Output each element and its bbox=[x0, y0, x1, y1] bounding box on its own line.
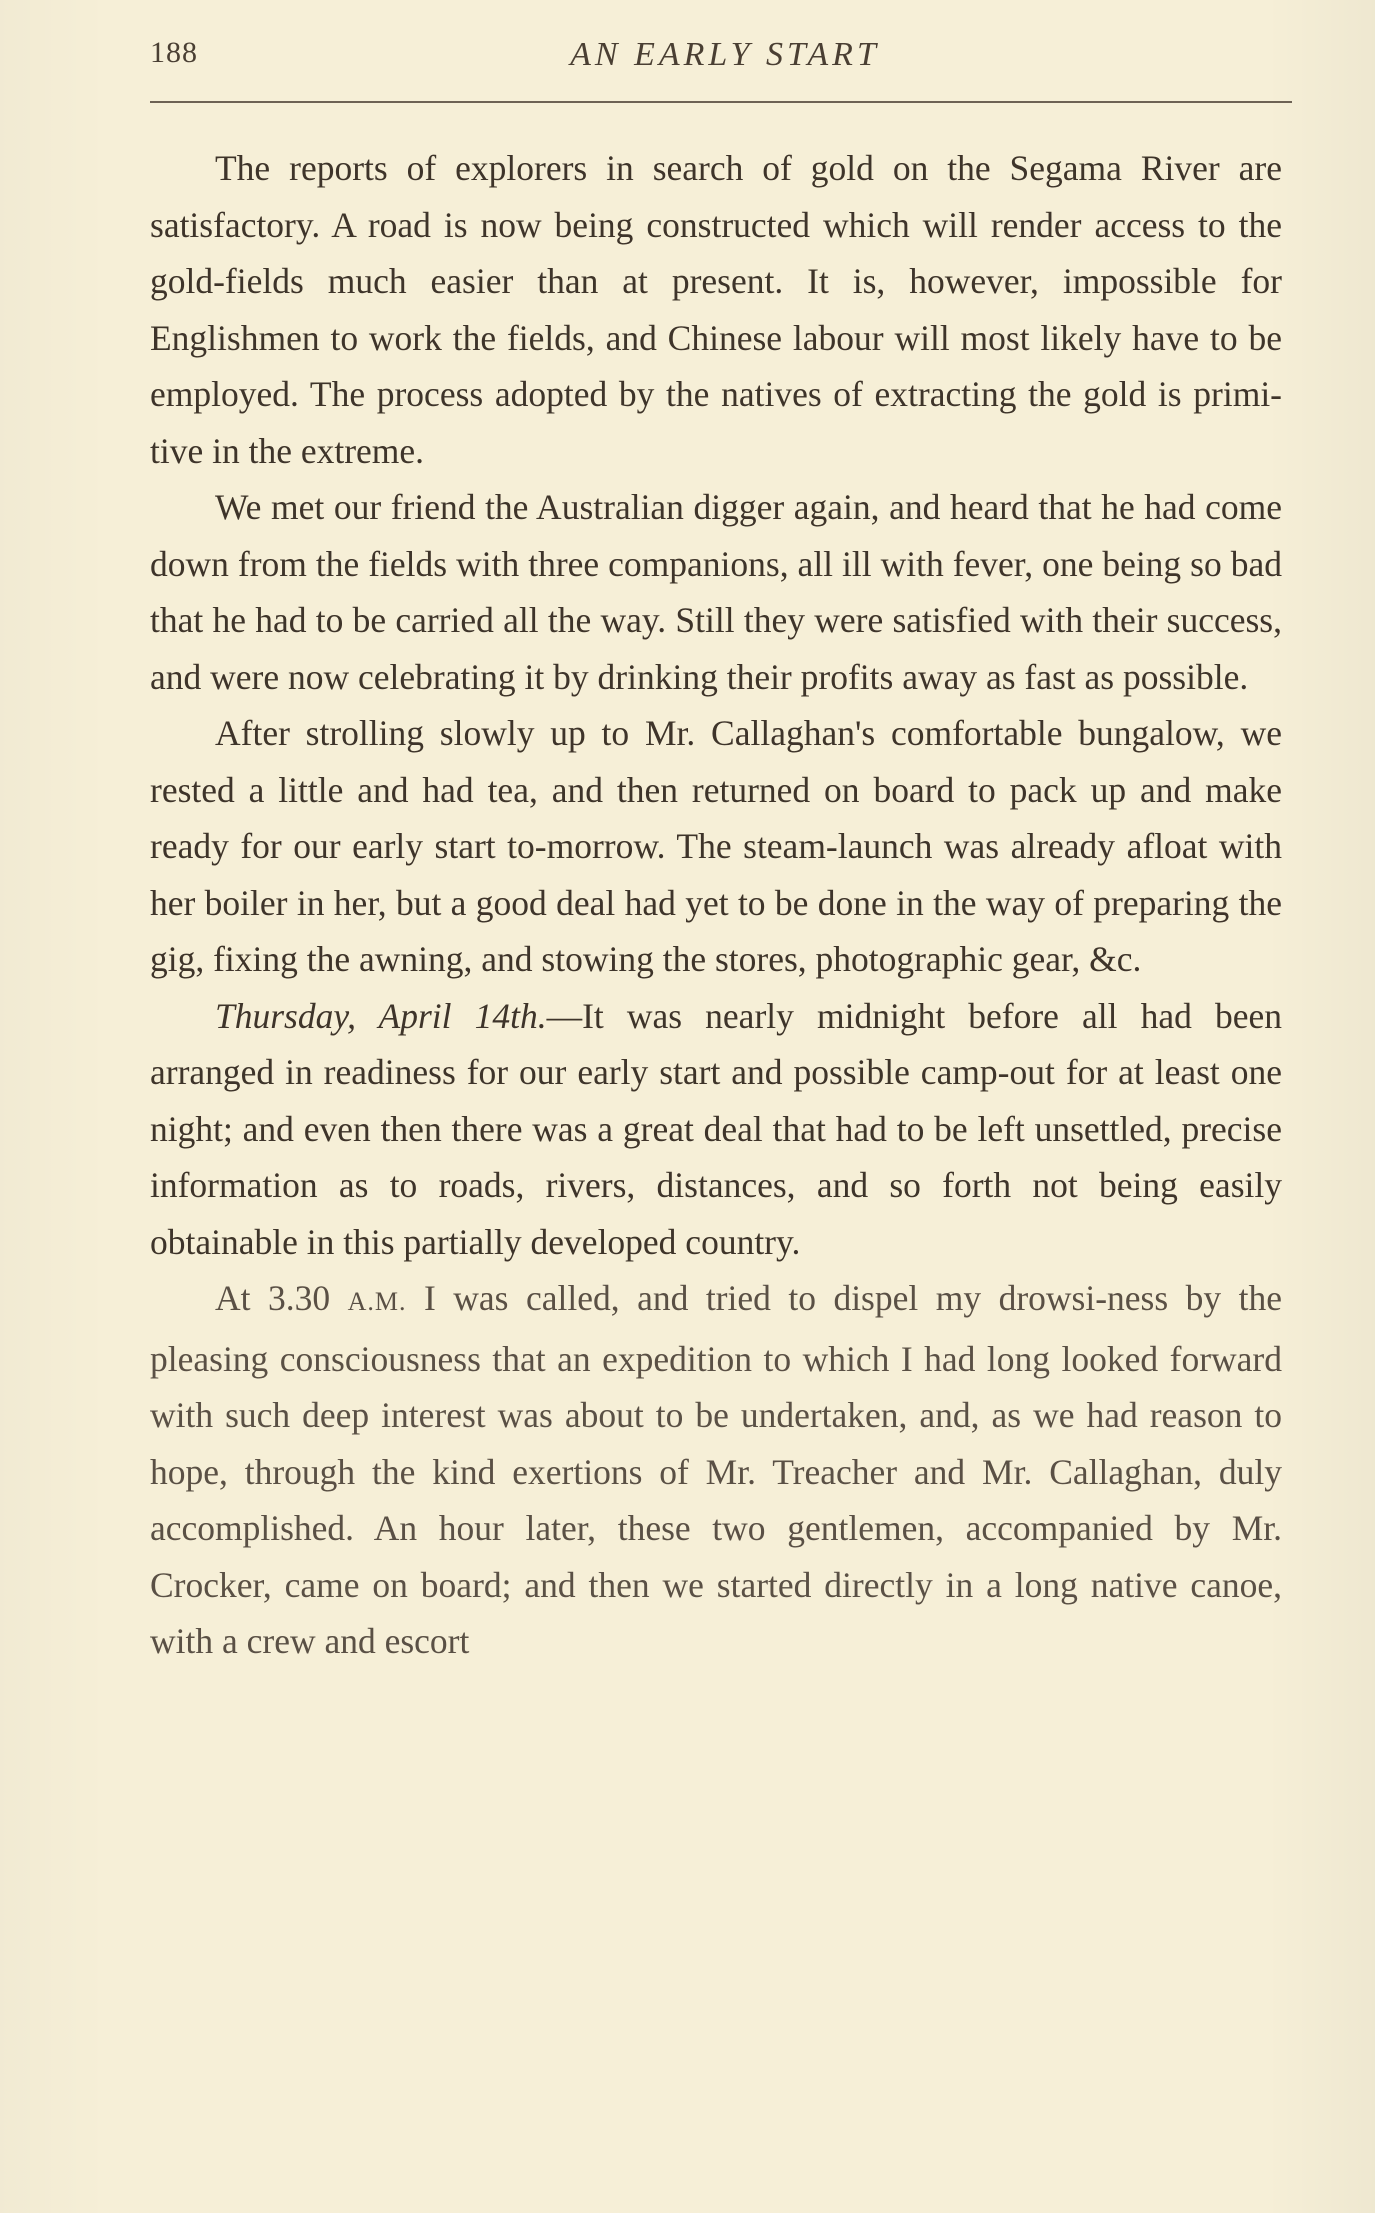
paragraph-thursday bbox=[150, 988, 1282, 1271]
paragraph-early-call bbox=[150, 1270, 1282, 1670]
paragraph-early-call-text: I was called, and tried to dispel my drowsi-ness by the pleasing consciousness that an expedition to which I had long looked forward with such deep interest was about to be undertaken, and, as we had reason to hope, through the kind exertions of Mr. Treacher and Mr. Callaghan, duly accomplished. An hour later, these two gentlemen, accompanied by Mr. Crocker, came on board; and then we started directly in a long native canoe, with a crew and escort bbox=[150, 1278, 1283, 1661]
running-title: AN EARLY START bbox=[570, 36, 880, 73]
paragraph-australian-digger: We met our friend the Australian digger again, and heard that he had come down from the fields with three companions, all ill with fever, one being so bad that he had to be carried all the way. Still they were satisfied with their success, and were now celebrating it by drinking their profits away as fast as possible. bbox=[150, 487, 1282, 697]
time-abbreviation: A.M. bbox=[347, 1287, 407, 1316]
page-number: 188 bbox=[150, 36, 198, 69]
date-heading: Thursday, April 14th. bbox=[215, 995, 547, 1036]
running-head bbox=[150, 36, 1300, 86]
paragraph-callaghan-bungalow: After strolling slowly up to Mr. Callaghan's comfortable bungalow, we rested a little and had tea, and then returned on board to pack up and make ready for our early start to-morrow. The steam-launch was already afloat with her boiler in her, but a good deal had yet to be done in the way of preparing the gig, fixing the awning, and stowing the stores, photographic gear, &c. bbox=[150, 713, 1282, 979]
header-rule bbox=[150, 101, 1292, 103]
paragraph-gold-reports: The reports of explorers in search of gold on the Segama River are satisfactory. A road is now being constructed which will render access to the gold-fields much easier than at present. It is, however, impossible for Englishmen to work the fields, and Chinese labour will most likely have to be employed. The process adopted by the natives of extracting the gold is primi-tive in the extreme. bbox=[150, 148, 1282, 471]
body-text bbox=[150, 140, 1282, 1670]
paragraph-thursday-text: —It was nearly midnight before all had been arranged in readiness for our early start and possible camp-out for at least one night; and even then there was a great deal that had to be left unsettled, precise information as to roads, rivers, distances, and so forth not being easily obtainable in this partially developed country. bbox=[150, 995, 1282, 1262]
paragraph-early-call-lead: At 3.30 bbox=[215, 1278, 348, 1318]
